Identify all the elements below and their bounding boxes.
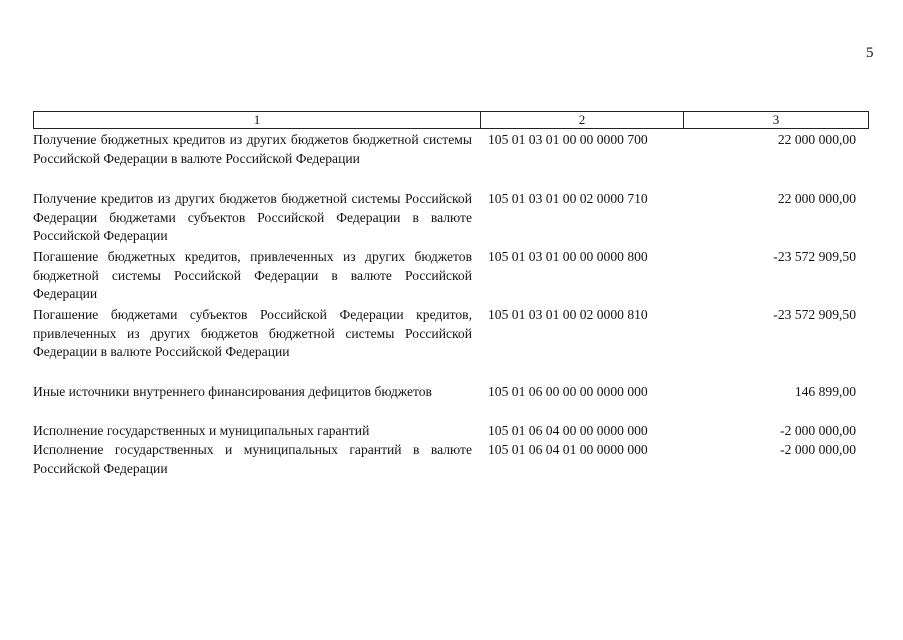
row-code: 105 01 06 00 00 00 0000 000	[488, 384, 648, 399]
header-col-2: 2	[480, 112, 683, 128]
row-description: Исполнение государственных и муниципальных гарантий	[33, 423, 370, 438]
row-amount: 22 000 000,00	[777, 191, 856, 206]
row-code: 105 01 03 01 00 02 0000 710	[488, 191, 648, 206]
row-amount: -23 572 909,50	[773, 249, 856, 264]
header-col-3: 3	[683, 112, 868, 128]
row-amount: 22 000 000,00	[777, 132, 856, 147]
row-amount: 146 899,00	[794, 384, 856, 399]
row-code: 105 01 03 01 00 02 0000 810	[488, 307, 648, 322]
row-description: Исполнение государственных и муниципальных гарантий в валюте Российской Федерации	[33, 442, 472, 476]
row-code: 105 01 06 04 01 00 0000 000	[488, 442, 648, 457]
page-number: 5	[866, 45, 874, 61]
row-amount: -23 572 909,50	[773, 307, 856, 322]
row-code: 105 01 06 04 00 00 0000 000	[488, 423, 648, 438]
row-description: Погашение бюджетами субъектов Российской Федерации кредитов, привлеченных из других бюджетов бюджетной системы Российской Федерации в валюте Российской Федерации	[33, 307, 472, 359]
row-code: 105 01 03 01 00 00 0000 700	[488, 132, 648, 147]
row-description: Погашение бюджетных кредитов, привлеченных из других бюджетов бюджетной системы Российской Федерации в валюте Российской Федерации	[33, 249, 472, 301]
row-code: 105 01 03 01 00 00 0000 800	[488, 249, 648, 264]
row-amount: -2 000 000,00	[780, 423, 856, 438]
row-amount: -2 000 000,00	[780, 442, 856, 457]
row-description: Получение бюджетных кредитов из других бюджетов бюджетной системы Российской Федерации в валюте Российской Федерации	[33, 132, 472, 166]
row-description: Иные источники внутреннего финансирования дефицитов бюджетов	[33, 384, 432, 399]
table-header	[33, 111, 869, 129]
row-description: Получение кредитов из других бюджетов бюджетной системы Российской Федерации бюджетами субъектов Российской Федерации в валюте Российской Федерации	[33, 191, 472, 243]
header-col-1: 1	[253, 112, 261, 127]
